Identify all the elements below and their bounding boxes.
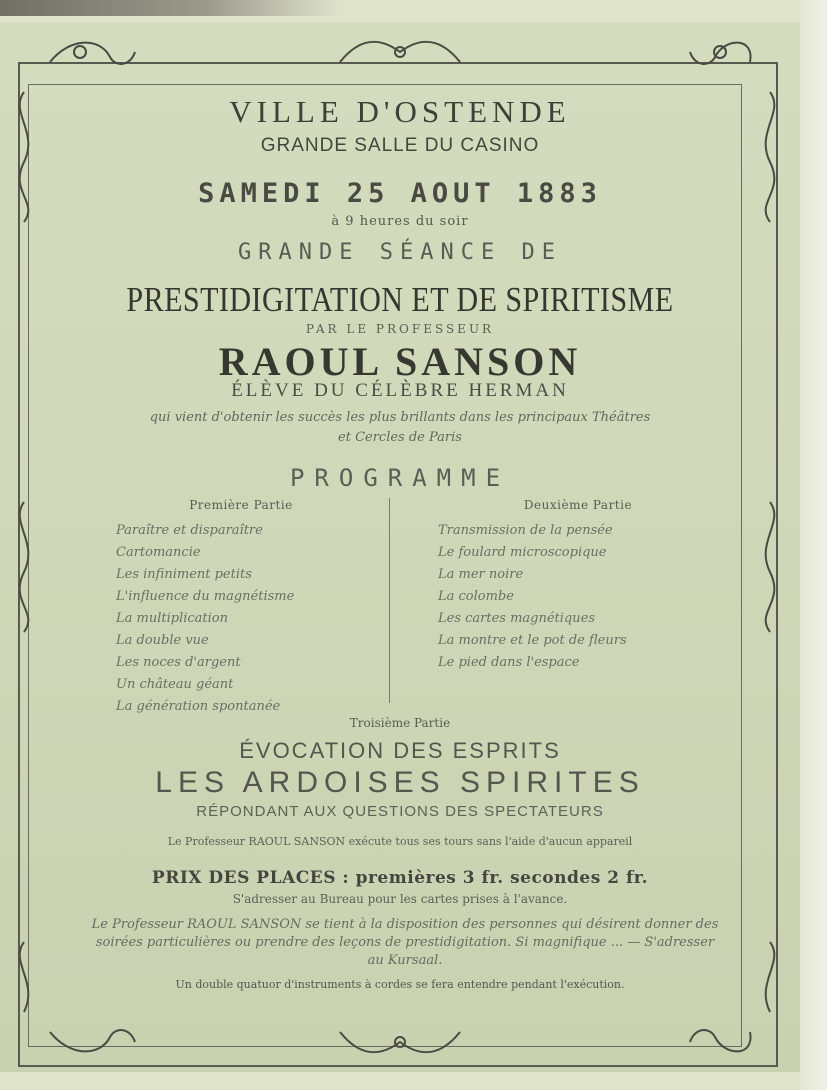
list-item: Paraître et disparaître bbox=[116, 523, 263, 538]
list-item: Les noces d'argent bbox=[116, 655, 241, 670]
event-date: SAMEDI 25 AOUT 1883 bbox=[198, 178, 602, 209]
venue-name: GRANDE SALLE DU CASINO bbox=[260, 135, 540, 156]
list-item: Un château géant bbox=[116, 677, 234, 692]
repondant-line: RÉPONDANT AUX QUESTIONS DES SPECTATEURS bbox=[196, 803, 604, 820]
ornament-top-icon bbox=[40, 32, 760, 72]
seance-line: GRANDE SÉANCE DE bbox=[238, 240, 562, 265]
list-item: La montre et le pot de fleurs bbox=[438, 633, 627, 648]
execute-note: Le Professeur RAOUL SANSON exécute tous ses tours sans l'aide d'aucun appareil bbox=[167, 835, 633, 848]
background-edge bbox=[800, 0, 827, 1090]
city-title: VILLE D'OSTENDE bbox=[229, 94, 571, 129]
price-line: PRIX DES PLACES : premières 3 fr. secondes 2 fr. bbox=[151, 868, 649, 888]
programme-heading: PROGRAMME bbox=[289, 464, 511, 492]
performer-name: RAOUL SANSON bbox=[218, 339, 582, 384]
list-item: La génération spontanée bbox=[116, 699, 281, 714]
eleve-line: ÉLÈVE DU CÉLÈBRE HERMAN bbox=[231, 380, 569, 401]
second-part-title: Deuxième Partie bbox=[523, 498, 633, 512]
evocation-line: ÉVOCATION DES ESPRITS bbox=[239, 738, 561, 763]
first-part-column bbox=[116, 498, 366, 718]
first-part-title: Première Partie bbox=[189, 498, 293, 512]
torn-paper-edge bbox=[0, 0, 340, 16]
list-item: La colombe bbox=[438, 589, 514, 604]
booking-note: S'adresser au Bureau pour les cartes prises à l'avance. bbox=[232, 892, 568, 906]
list-item: La mer noire bbox=[438, 567, 524, 582]
ardoises-line: LES ARDOISES SPIRITES bbox=[155, 766, 645, 799]
cercles-line: et Cercles de Paris bbox=[338, 430, 462, 445]
success-line: qui vient d'obtenir les succès les plus brillants dans les principaux Théâtres bbox=[149, 410, 651, 425]
list-item: La multiplication bbox=[116, 611, 229, 626]
list-item: Les infiniment petits bbox=[116, 567, 252, 582]
column-divider bbox=[389, 498, 390, 703]
ornament-bottom-icon bbox=[40, 1022, 760, 1062]
list-item: Les cartes magnétiques bbox=[438, 611, 596, 626]
list-item: Transmission de la pensée bbox=[438, 523, 613, 538]
event-hour: à 9 heures du soir bbox=[331, 214, 469, 229]
list-item: La double vue bbox=[116, 633, 209, 648]
list-item: L'influence du magnétisme bbox=[116, 589, 295, 604]
third-part-title: Troisième Partie bbox=[349, 716, 451, 730]
list-item: Le foulard microscopique bbox=[438, 545, 607, 560]
list-item: Le pied dans l'espace bbox=[438, 655, 580, 670]
private-lessons-paragraph: Le Professeur RAOUL SANSON se tient à la disposition des personnes qui désirent donner des soirées particulières ou prendre des leçons de prestidigitation. Si magnifique ... — S'adresser au Kursaal. bbox=[91, 917, 719, 968]
second-part-column bbox=[438, 498, 718, 674]
show-title: PRESTIDIGITATION ET DE SPIRITISME bbox=[126, 280, 674, 319]
quartet-note: Un double quatuor d'instruments à cordes se fera entendre pendant l'exécution. bbox=[175, 978, 625, 991]
list-item: Cartomancie bbox=[116, 545, 201, 560]
par-line: PAR LE PROFESSEUR bbox=[305, 322, 495, 336]
